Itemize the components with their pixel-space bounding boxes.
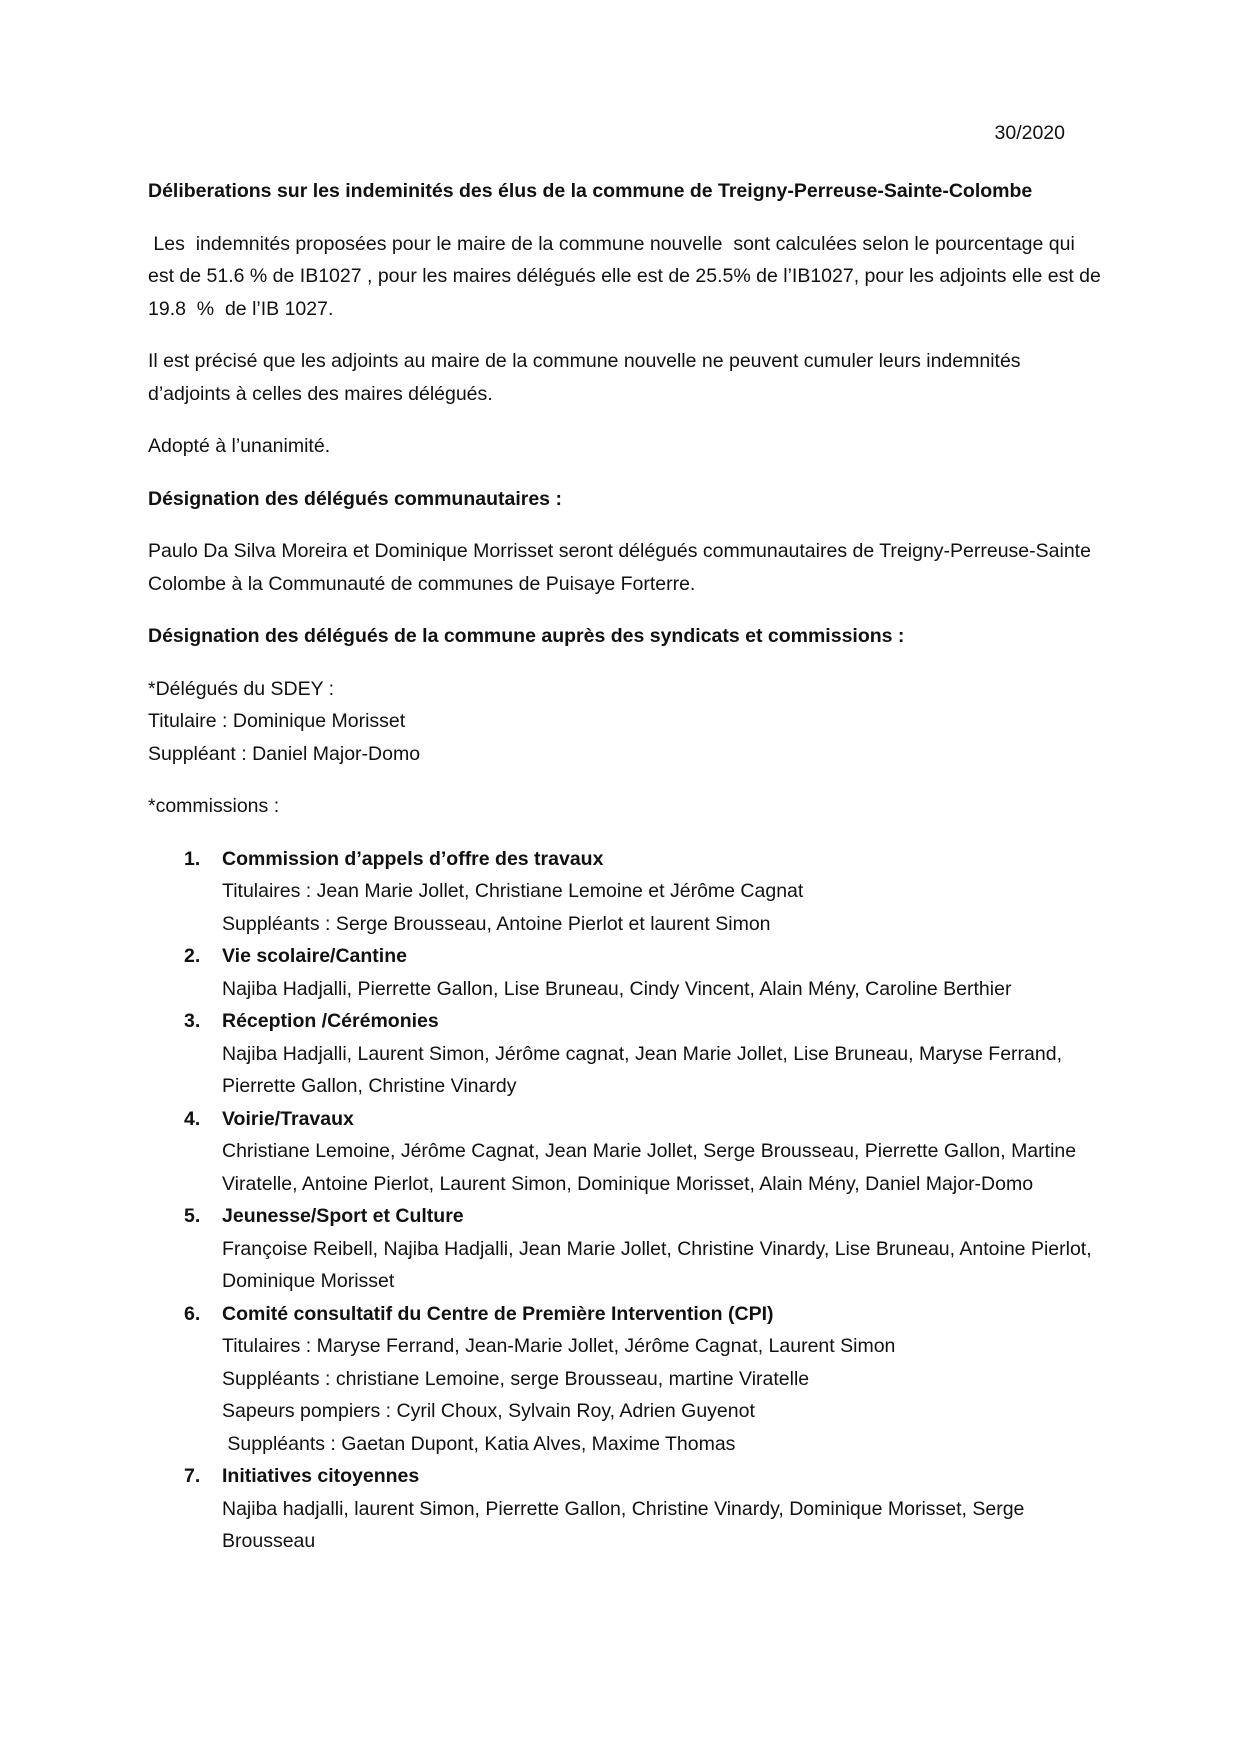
commission-members: Titulaires : Jean Marie Jollet, Christiane Lemoine et Jérôme Cagnat (222, 880, 804, 902)
commission-title: Jeunesse/Sport et Culture (222, 1205, 464, 1227)
communautaires-text: Paulo Da Silva Moreira et Dominique Morrisset seront délégués communautaires de Treigny-Perreuse-Sainte Colombe à la Communauté de communes de Puisaye Forterre. (148, 540, 1091, 595)
commission-members: Najiba hadjalli, laurent Simon, Pierrette Gallon, Christine Vinardy, Dominique Morisset, Serge Brousseau (222, 1497, 1030, 1552)
commission-members: Najiba Hadjalli, Pierrette Gallon, Lise Bruneau, Cindy Vincent, Alain Mény, Caroline Berthier (222, 977, 1012, 1000)
commission-title: Vie scolaire/Cantine (222, 945, 407, 967)
sdey-title: *Délégués du SDEY : (148, 677, 335, 700)
commission-number: 1. (184, 847, 201, 870)
commission-members: Françoise Reibell, Najiba Hadjalli, Jean Marie Jollet, Christine Vinardy, Lise Bruneau, Antoine Pierlot, Dominique Morisset (222, 1237, 1098, 1292)
sdey-suppleant: Suppléant : Daniel Major-Domo (148, 742, 421, 765)
indemnites-heading: Déliberations sur les indeminités des élus de la commune de Treigny-Perreuse-Sainte-Colombe (148, 180, 1033, 202)
commission-members: Titulaires : Maryse Ferrand, Jean-Marie Jollet, Jérôme Cagnat, Laurent Simon (222, 1335, 896, 1357)
indemnites-paragraph: Les indemnités proposées pour le maire de la commune nouvelle sont calculées selon le pourcentage qui est de 51.6 % de IB1027 , pour les maires délégués elle est de 25.5% de l’IB1027, pour les adjoints elle est de 19.8 % de l’IB 1027. (148, 232, 1107, 320)
commission-number: 2. (184, 945, 201, 967)
vote-result: Adopté à l’unanimité. (148, 435, 331, 457)
indemnites-cumul-paragraph: Il est précisé que les adjoints au maire de la commune nouvelle ne peuvent cumuler leurs indemnités d’adjoints à celles des maires délégués. (148, 350, 1021, 405)
commission-item (148, 1200, 1103, 1298)
document-number: 30/2020 (994, 122, 1065, 144)
sdey-titulaire: Titulaire : Dominique Morisset (148, 710, 406, 732)
sdey-block (148, 673, 1103, 771)
commission-item (148, 1298, 1103, 1461)
commission-members: Najiba Hadjalli, Laurent Simon, Jérôme cagnat, Jean Marie Jollet, Lise Bruneau, Maryse Ferrand, Pierrette Gallon, Christine Vinardy (222, 1042, 1068, 1097)
commission-members: Suppléants : christiane Lemoine, serge Brousseau, martine Viratelle (222, 1367, 810, 1390)
commission-title: Voirie/Travaux (222, 1107, 354, 1130)
commission-number: 6. (184, 1302, 201, 1325)
commission-members: Christiane Lemoine, Jérôme Cagnat, Jean Marie Jollet, Serge Brousseau, Pierrette Gallon, Martine Viratelle, Antoine Pierlot, Laurent Simon, Dominique Morisset, Alain Mény, Daniel Major-Domo (222, 1140, 1082, 1195)
commission-title: Initiatives citoyennes (222, 1465, 420, 1487)
commission-title: Comité consultatif du Centre de Première Intervention (CPI) (222, 1302, 774, 1325)
commission-members: Suppléants : Gaetan Dupont, Katia Alves, Maxime Thomas (222, 1432, 736, 1455)
commission-number: 3. (184, 1010, 201, 1032)
commission-members: Suppléants : Serge Brousseau, Antoine Pierlot et laurent Simon (222, 912, 771, 935)
communautaires-heading: Désignation des délégués communautaires : (148, 487, 562, 510)
commission-item (148, 940, 1103, 1005)
document-body (148, 175, 1107, 1558)
commission-title: Réception /Cérémonies (222, 1010, 439, 1032)
commission-item (148, 1460, 1103, 1558)
commission-item (148, 1103, 1103, 1201)
commission-list (148, 843, 1103, 1558)
commissions-title: *commissions : (148, 795, 280, 817)
commission-item (148, 1005, 1103, 1103)
commission-number: 7. (184, 1465, 201, 1487)
commission-number: 5. (184, 1205, 201, 1227)
commission-title: Commission d’appels d’offre des travaux (222, 847, 604, 870)
syndicats-heading: Désignation des délégués de la commune auprès des syndicats et commissions : (148, 625, 905, 647)
commission-members: Sapeurs pompiers : Cyril Choux, Sylvain Roy, Adrien Guyenot (222, 1400, 755, 1422)
commission-number: 4. (184, 1107, 201, 1130)
commission-item (148, 843, 1103, 941)
